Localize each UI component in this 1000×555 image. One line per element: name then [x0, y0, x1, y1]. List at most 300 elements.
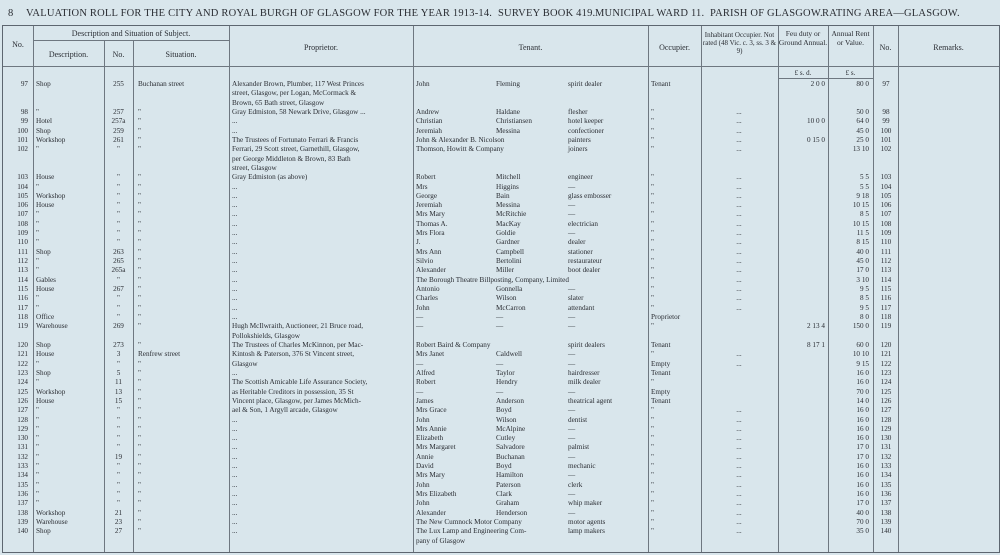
row-inhabitant: ...: [736, 294, 742, 303]
row-annual-value: 64 0: [856, 117, 869, 126]
row-occupier: ": [651, 219, 654, 228]
row-number: 122: [17, 359, 28, 368]
row-annual-value: 45 0: [856, 257, 869, 266]
col-inhabitant-occupier: Inhabitant Occupier. Not rated (48 Vic. c. 3, ss. 3 & 9): [702, 31, 777, 55]
row-occupier: ": [651, 452, 654, 461]
row-occupier: ": [651, 480, 654, 489]
row-tenant-trade: —: [568, 322, 576, 331]
row-tenant-trade: electrician: [568, 219, 598, 228]
row-street-number: ": [117, 359, 120, 368]
row-tenant-trade: painters: [568, 135, 591, 144]
col-remarks: Remarks.: [933, 43, 964, 52]
row-tenant-surname: Taylor: [496, 368, 515, 377]
row-number: 102: [17, 145, 28, 154]
row-description: ": [36, 257, 39, 266]
row-occupier: ": [651, 145, 654, 154]
row-occupier: ": [651, 350, 654, 359]
row-description: Gables: [36, 275, 56, 284]
row-tenant-first: —: [416, 387, 424, 396]
row-number-right: 138: [880, 508, 892, 517]
row-annual-value: 9 18: [856, 191, 869, 200]
row-proprietor: ...: [232, 275, 238, 284]
row-description: Shop: [36, 247, 51, 256]
row-number: 106: [17, 201, 28, 210]
row-annual-value: 80 0: [856, 80, 869, 88]
row-tenant-surname: Anderson: [496, 396, 524, 405]
row-tenant-first: Mrs: [416, 182, 428, 191]
row-tenant-surname: Buchanan: [496, 452, 525, 461]
row-proprietor: ...: [232, 424, 238, 433]
row-inhabitant: ...: [736, 247, 742, 256]
table-row: [3, 416, 999, 425]
row-tenant-first: Antonio: [416, 285, 440, 294]
row-number: 133: [17, 462, 28, 471]
row-description: Warehouse: [36, 518, 68, 527]
table-row: [3, 509, 999, 518]
row-number: 105: [17, 191, 28, 200]
row-number: 118: [17, 313, 28, 321]
row-proprietor: ...: [232, 490, 238, 499]
row-tenant-surname: Boyd: [496, 462, 512, 471]
row-tenant-first: The New Cumnock Motor Company: [416, 518, 522, 527]
row-tenant-trade: —: [568, 182, 576, 191]
row-annual-value: 5 5: [860, 173, 869, 182]
table-row: [3, 99, 999, 108]
row-description: ": [36, 462, 39, 471]
row-tenant-surname: Gardner: [496, 238, 520, 247]
table-row: [3, 462, 999, 471]
row-annual-value: 16 0: [856, 462, 869, 471]
row-street-number: ": [117, 313, 120, 321]
row-description: Workshop: [36, 191, 66, 200]
row-tenant-first: Charles: [416, 294, 438, 303]
table-row: [3, 332, 999, 341]
row-occupier: ": [651, 191, 654, 200]
row-tenant-first: John: [416, 480, 430, 489]
row-number-right: 129: [880, 424, 892, 433]
row-number: 113: [17, 266, 28, 275]
row-street-number: ": [117, 434, 120, 443]
row-occupier: ": [651, 508, 654, 517]
row-street-number: ": [117, 303, 120, 312]
row-tenant-surname: Bertolini: [496, 257, 522, 266]
table-row: [3, 360, 999, 369]
row-proprietor: ...: [232, 117, 238, 126]
row-tenant-trade: —: [568, 313, 576, 321]
row-number-right: 103: [880, 173, 892, 182]
row-occupier: ": [651, 210, 654, 219]
row-situation: ": [138, 285, 141, 294]
row-annual-value: 150 0: [852, 322, 869, 331]
table-row: [3, 164, 999, 173]
row-number: 114: [17, 275, 28, 284]
row-annual-value: 16 0: [856, 406, 869, 415]
row-tenant-first: —: [416, 322, 424, 331]
row-tenant-surname: Messina: [496, 126, 520, 135]
row-inhabitant: ...: [736, 117, 742, 126]
row-street-number: 5: [116, 368, 121, 377]
row-number: 137: [17, 499, 28, 508]
row-proprietor: ...: [232, 126, 238, 135]
row-annual-value: 40 0: [856, 508, 869, 517]
row-description: House: [36, 173, 55, 182]
row-occupier: Tenant: [651, 80, 671, 88]
row-inhabitant: ...: [736, 191, 742, 200]
row-situation: ": [138, 527, 141, 536]
row-annual-value: 16 0: [856, 368, 869, 377]
row-annual-value: 10 15: [852, 219, 869, 228]
row-proprietor: ...: [232, 480, 238, 489]
row-number: 120: [17, 340, 28, 349]
row-proprietor: Gray Edmiston (as above): [232, 173, 308, 182]
row-annual-value: 16 0: [856, 378, 869, 387]
table-row: [3, 285, 999, 294]
row-tenant-first: Robert: [416, 173, 436, 182]
row-street-number: ": [117, 424, 120, 433]
row-description: ": [36, 219, 39, 228]
table-row: [3, 378, 999, 387]
row-annual-value: 17 0: [856, 443, 869, 452]
row-tenant-trade: —: [568, 406, 576, 415]
row-proprietor: ...: [232, 219, 238, 228]
row-occupier: ": [651, 107, 654, 116]
row-number-right: 136: [880, 490, 892, 499]
table-row: [3, 425, 999, 434]
municipal-ward: MUNICIPAL WARD 11.: [595, 8, 705, 19]
row-occupier: ": [651, 424, 654, 433]
table-row: [3, 341, 999, 350]
row-description: Workshop: [36, 135, 66, 144]
row-situation: ": [138, 518, 141, 527]
row-inhabitant: ...: [736, 257, 742, 266]
row-description: ": [36, 238, 39, 247]
row-situation: ": [138, 452, 141, 461]
row-situation: ": [138, 406, 141, 415]
row-tenant-trade: restaurateur: [568, 257, 602, 266]
table-row: [3, 304, 999, 313]
row-tenant-first: Alfred: [416, 368, 435, 377]
row-number: 110: [17, 238, 28, 247]
row-feu-duty: 2 13 4: [807, 322, 825, 331]
row-description: Workshop: [36, 387, 66, 396]
row-tenant-first: The Lux Lamp and Engineering Com-: [416, 527, 527, 536]
row-situation: ": [138, 415, 141, 424]
row-tenant-trade: lamp makers: [568, 527, 605, 536]
col-number: No.: [112, 50, 125, 59]
row-tenant-surname: Fleming: [496, 80, 520, 88]
row-proprietor: Vincent place, Glasgow, per James McMich-: [232, 396, 362, 405]
row-number: 124: [17, 378, 28, 387]
row-number: 100: [17, 126, 28, 135]
col-description-group: Description and Situation of Subject.: [71, 29, 191, 38]
row-inhabitant: ...: [736, 107, 742, 116]
row-description: ": [36, 107, 39, 116]
row-description: House: [36, 285, 55, 294]
row-tenant-surname: —: [496, 313, 504, 321]
row-situation: Buchanan street: [138, 80, 185, 88]
row-inhabitant: ...: [736, 424, 742, 433]
row-tenant-surname: Mitchell: [496, 173, 521, 182]
table-row: [3, 173, 999, 182]
row-situation: ": [138, 182, 141, 191]
row-situation: ": [138, 107, 141, 116]
row-annual-value: 70 0: [856, 387, 869, 396]
row-number-right: 100: [880, 126, 892, 135]
row-tenant-surname: —: [496, 387, 504, 396]
row-situation: ": [138, 219, 141, 228]
row-number: 123: [17, 368, 28, 377]
row-number: 112: [17, 257, 28, 266]
row-description: ": [36, 406, 39, 415]
row-proprietor: ...: [232, 462, 238, 471]
row-tenant-trade: —: [568, 387, 576, 396]
col-situation: Situation.: [165, 50, 197, 59]
row-situation: ": [138, 275, 141, 284]
row-occupier: ": [651, 266, 654, 275]
row-proprietor: street, Glasgow: [232, 163, 277, 172]
row-number-right: 97: [882, 80, 890, 88]
table-row: [3, 136, 999, 145]
row-description: Workshop: [36, 508, 66, 517]
row-inhabitant: ...: [736, 145, 742, 154]
row-tenant-first: Mrs Mary: [416, 210, 445, 219]
row-annual-value: 16 0: [856, 424, 869, 433]
table-row: [3, 350, 999, 359]
row-street-number: ": [117, 191, 120, 200]
row-number: 128: [17, 415, 28, 424]
table-row: [3, 201, 999, 210]
row-proprietor: The Trustees of Charles McKinnon, per Mac-: [232, 340, 364, 349]
row-annual-value: 40 0: [856, 247, 869, 256]
row-tenant-trade: —: [568, 359, 576, 368]
row-situation: ": [138, 173, 141, 182]
row-number: 140: [17, 527, 28, 536]
row-occupier: ": [651, 275, 654, 284]
row-annual-value: 35 0: [856, 527, 869, 536]
row-street-number: ": [117, 294, 120, 303]
row-proprietor: ...: [232, 266, 238, 275]
row-number: 136: [17, 490, 28, 499]
row-annual-value: 17 0: [856, 266, 869, 275]
row-occupier: ": [651, 257, 654, 266]
row-proprietor: Hugh McIlwraith, Auctioneer, 21 Bruce road,: [232, 322, 364, 331]
row-tenant-first: Andrew: [416, 107, 440, 116]
row-annual-value: 45 0: [856, 126, 869, 135]
table-row: [3, 471, 999, 480]
row-number: 108: [17, 219, 28, 228]
row-tenant-trade: palmist: [568, 443, 590, 452]
row-proprietor: The Trustees of Fortunato Ferrari & Francis: [232, 135, 359, 144]
row-description: House: [36, 350, 55, 359]
row-street-number: 265: [113, 257, 124, 266]
row-inhabitant: ...: [736, 303, 742, 312]
row-tenant-first: Mrs Flora: [416, 229, 445, 238]
row-street-number: ": [117, 238, 120, 247]
row-number-right: 101: [880, 135, 892, 144]
row-tenant-first: Mrs Janet: [416, 350, 445, 359]
row-street-number: ": [117, 490, 120, 499]
survey-book: SURVEY BOOK 419.: [498, 8, 596, 19]
row-tenant-trade: clerk: [568, 480, 583, 489]
row-annual-value: 10 10: [852, 350, 869, 359]
row-number-right: 134: [880, 471, 892, 480]
row-tenant-first: Annie: [416, 452, 434, 461]
row-tenant-first: James: [416, 396, 434, 405]
row-description: ": [36, 499, 39, 508]
table-row: [3, 499, 999, 508]
row-occupier: ": [651, 434, 654, 443]
table-row: [3, 276, 999, 285]
row-tenant-trade: —: [568, 508, 576, 517]
row-street-number: 273: [113, 340, 124, 349]
row-tenant-surname: Gonnella: [496, 285, 523, 294]
row-proprietor: ...: [232, 508, 238, 517]
row-tenant-first: Jeremiah: [416, 126, 442, 135]
row-tenant-surname: Boyd: [496, 406, 512, 415]
row-description: ": [36, 471, 39, 480]
row-tenant-first: Robert Baird & Company: [416, 340, 491, 349]
row-inhabitant: ...: [736, 462, 742, 471]
row-tenant-surname: Hendry: [496, 378, 518, 387]
table-row: [3, 145, 999, 154]
row-situation: ": [138, 490, 141, 499]
row-annual-value: 14 0: [856, 396, 869, 405]
row-number-right: 133: [880, 462, 892, 471]
row-tenant-surname: Paterson: [496, 480, 521, 489]
table-row: [3, 183, 999, 192]
row-number-right: 118: [880, 313, 892, 321]
row-inhabitant: ...: [736, 406, 742, 415]
col-description: Description.: [48, 50, 89, 59]
row-number: 131: [17, 443, 28, 452]
row-occupier: ": [651, 229, 654, 238]
row-tenant-surname: Clark: [496, 490, 512, 499]
row-inhabitant: ...: [736, 508, 742, 517]
row-occupier: ": [651, 285, 654, 294]
table-row: [3, 322, 999, 331]
row-street-number: ": [117, 173, 120, 182]
row-tenant-trade: —: [568, 452, 576, 461]
row-street-number: ": [117, 145, 120, 154]
row-situation: ": [138, 117, 141, 126]
row-tenant-surname: Caldwell: [496, 350, 522, 359]
row-proprietor: Ferrari, 29 Scott street, Garnethill, Glasgow,: [232, 145, 360, 154]
row-feu-duty: 8 17 1: [807, 340, 825, 349]
table-row: [3, 434, 999, 443]
row-inhabitant: ...: [736, 285, 742, 294]
row-number-right: 130: [880, 434, 892, 443]
row-tenant-trade: joiners: [568, 145, 588, 154]
row-tenant-first: Elizabeth: [416, 434, 444, 443]
row-number: 121: [17, 350, 28, 359]
row-proprietor: ...: [232, 527, 238, 536]
row-number-right: 119: [880, 322, 892, 331]
row-feu-duty: 0 15 0: [807, 135, 825, 144]
row-number-right: 115: [880, 285, 892, 294]
col-feu-units: £ s. d.: [794, 69, 812, 77]
row-occupier: ": [651, 135, 654, 144]
row-proprietor: Kintosh & Paterson, 376 St Vincent street,: [232, 350, 355, 359]
row-description: ": [36, 424, 39, 433]
row-street-number: 257a: [111, 117, 126, 126]
row-street-number: 259: [113, 126, 124, 135]
row-street-number: 265a: [111, 266, 126, 275]
row-situation: ": [138, 387, 141, 396]
row-number-right: 127: [880, 406, 892, 415]
row-occupier: ": [651, 462, 654, 471]
row-description: Shop: [36, 80, 51, 88]
row-tenant-trade: confectioner: [568, 126, 604, 135]
row-inhabitant: ...: [736, 499, 742, 508]
row-number-right: 132: [880, 452, 892, 461]
row-situation: ": [138, 303, 141, 312]
row-annual-value: 16 0: [856, 490, 869, 499]
col-feu-duty: Feu duty or Ground Annual.: [778, 29, 828, 47]
row-occupier: ": [651, 126, 654, 135]
row-annual-value: 9 5: [860, 303, 869, 312]
row-street-number: 257: [113, 107, 124, 116]
row-inhabitant: ...: [736, 527, 742, 536]
row-tenant-trade: milk dealer: [568, 378, 601, 387]
row-proprietor: per George Middleton & Brown, 83 Bath: [232, 154, 351, 163]
row-occupier: ": [651, 247, 654, 256]
row-tenant-first: —: [416, 313, 424, 321]
row-description: Shop: [36, 340, 51, 349]
row-annual-value: 9 15: [856, 359, 869, 368]
row-situation: ": [138, 126, 141, 135]
row-occupier: Proprietor: [651, 313, 681, 321]
row-situation: ": [138, 266, 141, 275]
table-row: [3, 220, 999, 229]
row-tenant-surname: McCarron: [496, 303, 526, 312]
row-occupier: ": [651, 378, 654, 387]
row-occupier: ": [651, 303, 654, 312]
row-street-number: ": [117, 480, 120, 489]
row-occupier: ": [651, 173, 654, 182]
row-occupier: ": [651, 238, 654, 247]
row-tenant-surname: —: [496, 322, 504, 331]
row-street-number: ": [117, 462, 120, 471]
row-annual-value: 60 0: [856, 340, 869, 349]
col-no: No.: [12, 40, 24, 49]
row-description: ": [36, 452, 39, 461]
row-situation: ": [138, 257, 141, 266]
row-number-right: 125: [880, 387, 892, 396]
row-annual-value: 70 0: [856, 518, 869, 527]
row-number-right: 122: [880, 359, 892, 368]
col-no-right: No.: [879, 43, 892, 52]
row-tenant-trade: —: [568, 229, 576, 238]
row-annual-value: 8 5: [860, 210, 869, 219]
row-proprietor: ...: [232, 452, 238, 461]
row-number: 138: [17, 508, 28, 517]
row-street-number: ": [117, 182, 120, 191]
row-situation: ": [138, 368, 141, 377]
row-description: ": [36, 415, 39, 424]
table-row: [3, 266, 999, 275]
table-row: [3, 481, 999, 490]
row-number-right: 121: [880, 350, 892, 359]
row-occupier: Tenant: [651, 368, 671, 377]
row-description: ": [36, 490, 39, 499]
row-tenant-surname: Bain: [496, 191, 510, 200]
row-situation: ": [138, 201, 141, 210]
row-tenant-first: Mrs Mary: [416, 471, 445, 480]
row-tenant-first: John: [416, 80, 430, 88]
row-description: ": [36, 359, 39, 368]
row-number-right: 123: [880, 368, 892, 377]
row-street-number: 263: [113, 247, 124, 256]
